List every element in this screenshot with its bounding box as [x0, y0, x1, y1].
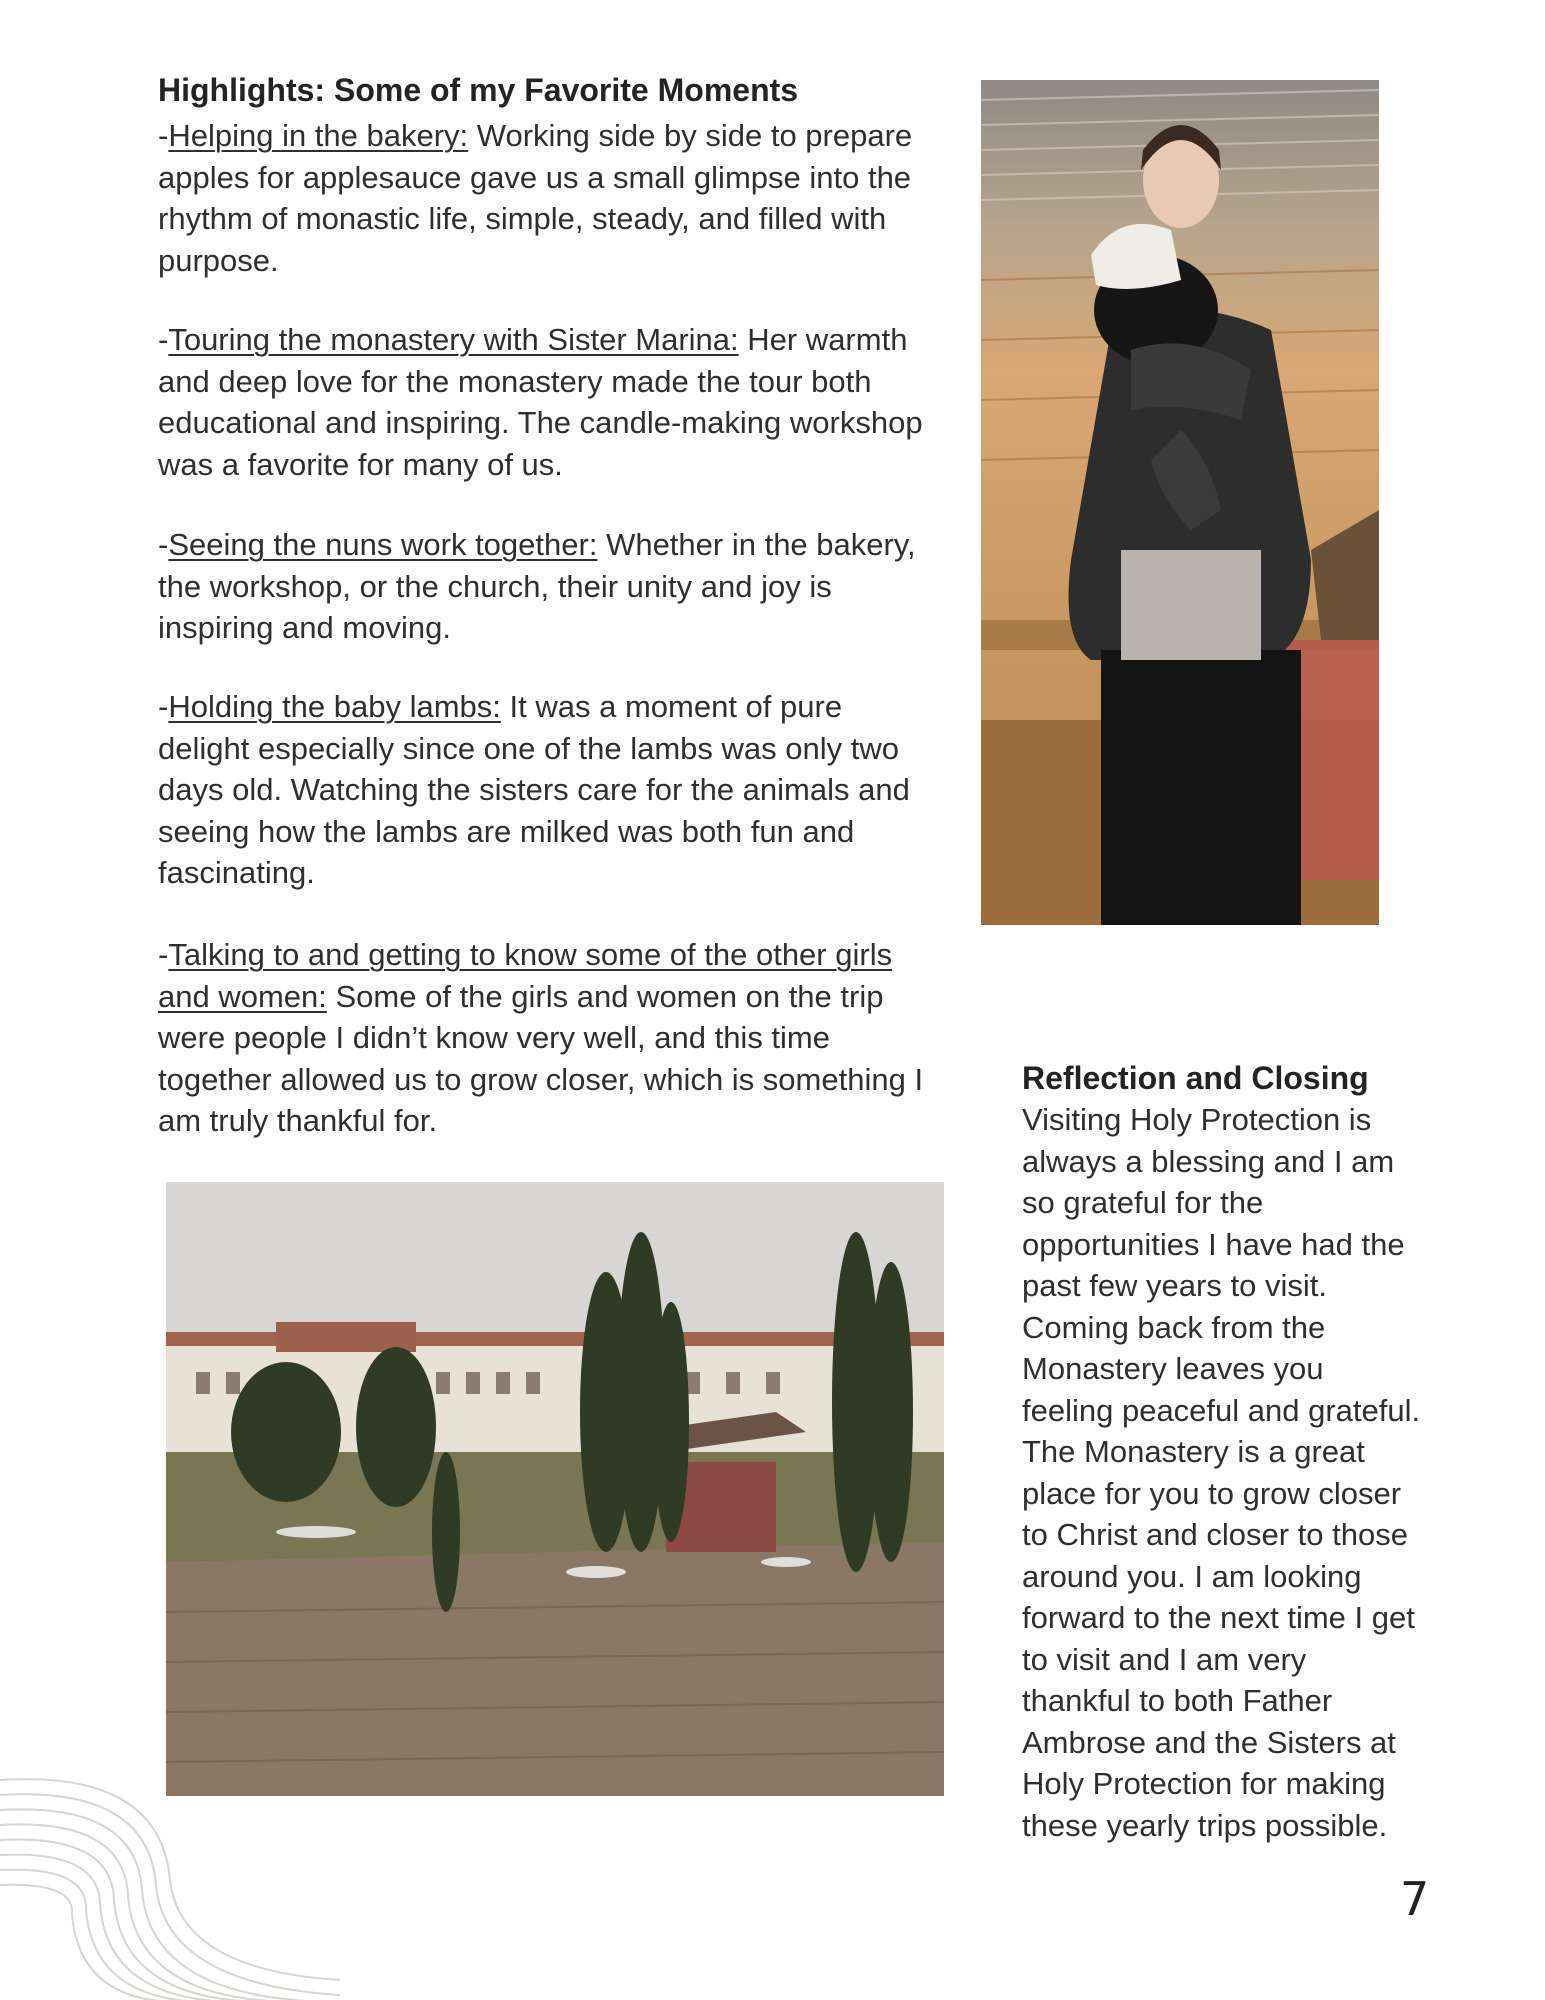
item-text: Whether in the bakery, the workshop, or the church, their unity and joy is inspiring and moving.: [158, 527, 916, 645]
item-text: Her warmth and deep love for the monastery made the tour both educational and inspiring. The candle-making workshop was a favorite for many of us.: [158, 322, 923, 482]
item-title: Holding the baby lambs:: [168, 689, 501, 724]
monastery-photo: [166, 1182, 944, 1796]
item-text: Working side by side to prepare apples for applesauce gave us a small glimpse into the rhythm of monastic life, simple, steady, and filled with purpose.: [158, 118, 913, 278]
item-dash: -: [158, 322, 169, 357]
item-title: Seeing the nuns work together:: [168, 527, 598, 562]
item-dash: -: [158, 937, 169, 972]
item-text: It was a moment of pure delight especially since one of the lambs was only two days old. Watching the sisters care for the animals and seeing how the lambs are milked was both fun and fascinating.: [158, 689, 910, 890]
highlight-item: [158, 319, 928, 485]
highlights-heading: Highlights: Some of my Favorite Moments: [158, 72, 799, 108]
reflection-body: Visiting Holy Protection is always a blessing and I am so grateful for the opportunities I have had the past few years to visit. Coming back from the Monastery leaves you feeling peaceful and grateful. The Monastery is a great place for you to grow closer to Christ and closer to those around you. I am looking forward to the next time I get to visit and I am very thankful to both Father Ambrose and the Sisters at Holy Protection for making these yearly trips possible.: [1022, 1102, 1421, 1843]
highlight-item: [158, 524, 928, 649]
item-title: Talking to and getting to know some of the other girls and women:: [158, 937, 893, 1014]
item-dash: -: [158, 118, 169, 153]
page-number: 7: [1400, 1872, 1430, 1926]
item-title: Helping in the bakery:: [168, 118, 469, 153]
highlight-item: [158, 115, 928, 281]
item-dash: -: [158, 689, 169, 724]
highlight-item: [158, 686, 928, 894]
item-text: Some of the girls and women on the trip were people I didn’t know very well, and this time together allowed us to grow closer, which is something I am truly thankful for.: [158, 978, 924, 1138]
highlight-item: [158, 934, 928, 1142]
reflection-heading: Reflection and Closing: [1022, 1060, 1369, 1096]
item-title: Touring the monastery with Sister Marina:: [168, 322, 739, 357]
item-dash: -: [158, 527, 169, 562]
lamb-photo: [981, 80, 1379, 925]
decorative-arcs: [0, 1740, 360, 2000]
